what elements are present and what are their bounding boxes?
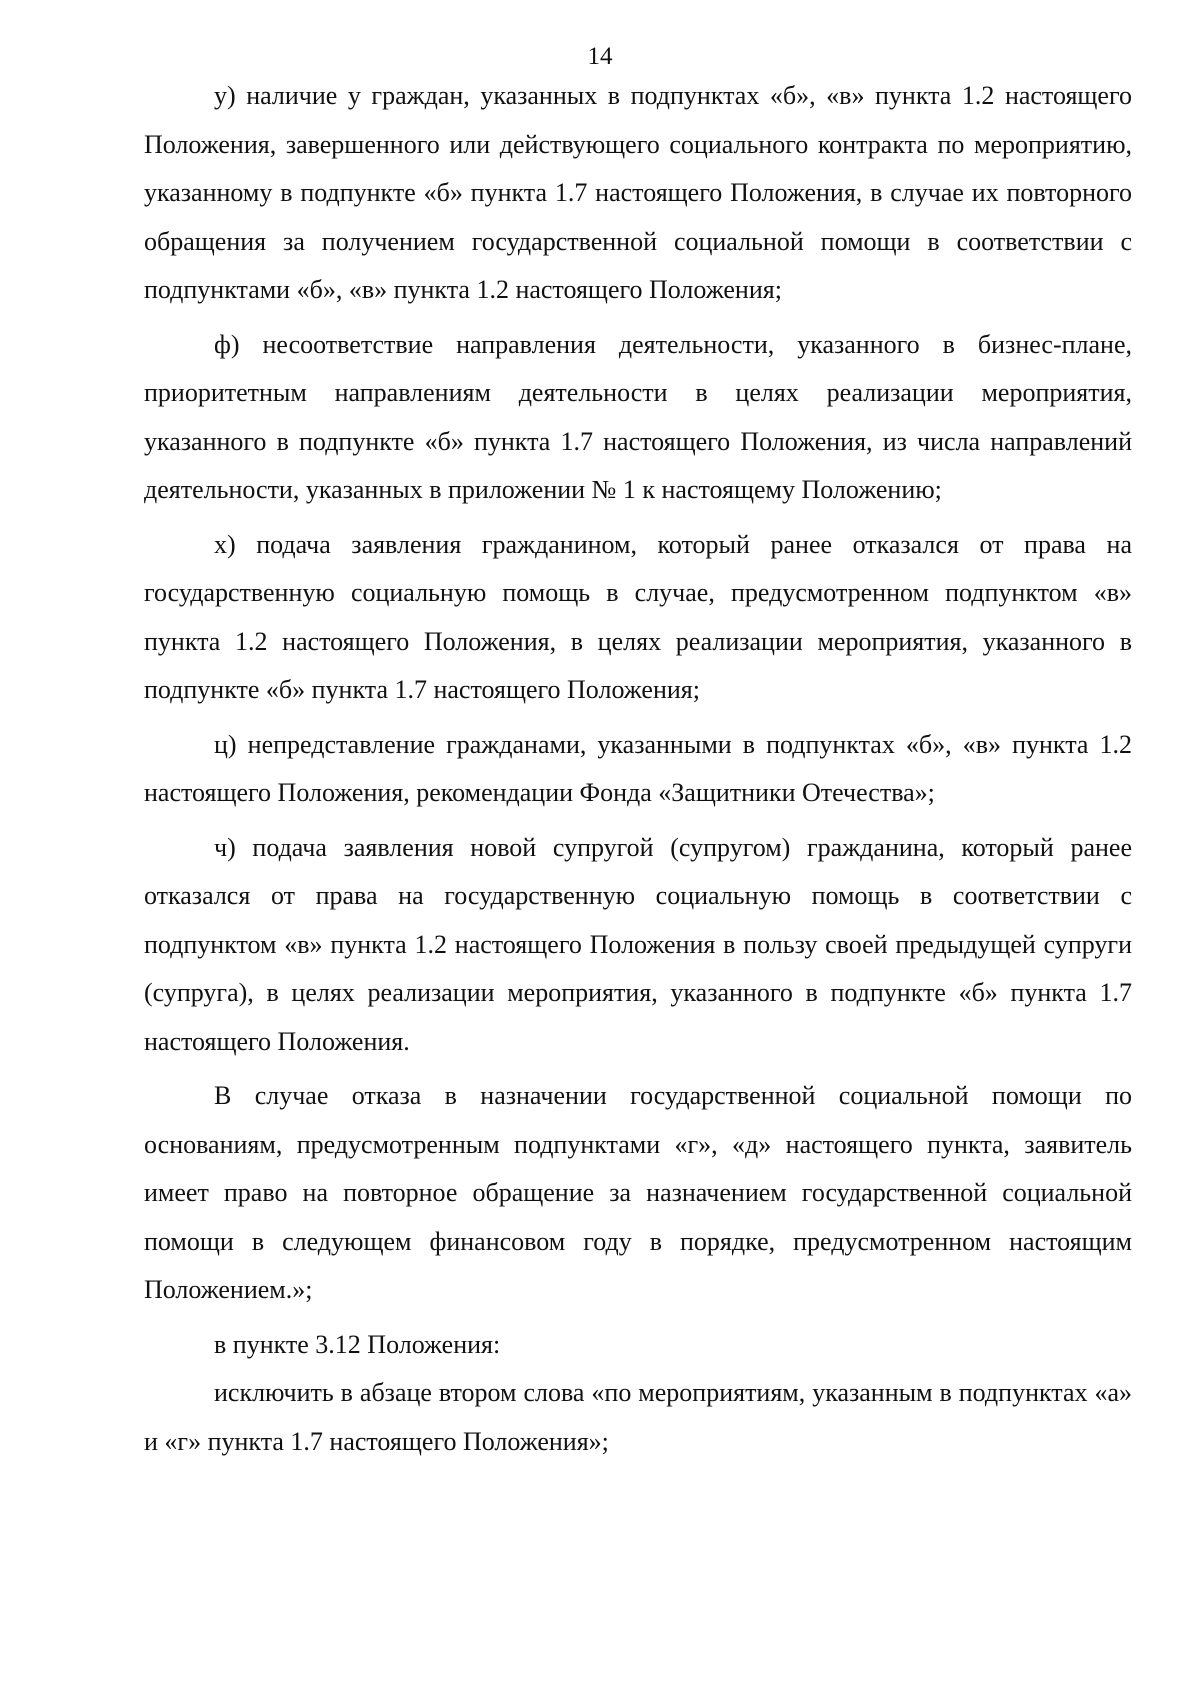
paragraph-ch: ч) подача заявления новой супругой (супругом) гражданина, который ранее отказался от права на государственную социальную помощь в соответствии с подпунктом «в» пункта 1.2 настоящего Положения в пользу своей предыдущей супруги (супруга), в целях реализации мероприятия, указанного в подпункте «б» пункта 1.7 настоящего Положения.	[144, 832, 1132, 1056]
paragraph-f: ф) несоответствие направления деятельности, указанного в бизнес-плане, приоритетным направлениям деятельности в целях реализации мероприятия, указанного в подпункте «б» пункта 1.7 настоящего Положения, из числа направлений деятельности, указанных в приложении № 1 к настоящему Положению;	[144, 329, 1132, 504]
paragraph-refusal-case: В случае отказа в назначении государственной социальной помощи по основаниям, предусмотренным подпунктами «г», «д» настоящего пункта, заявитель имеет право на повторное обращение за назначением государственной социальной помощи в следующем финансовом году в порядке, предусмотренном настоящим Положением.»;	[144, 1081, 1132, 1304]
paragraph-ts: ц) непредставление гражданами, указанными в подпунктах «б», «в» пункта 1.2 настоящего Положения, рекомендации Фонда «Защитники Отечества»;	[144, 729, 1132, 807]
paragraph-u: у) наличие у граждан, указанных в подпунктах «б», «в» пункта 1.2 настоящего Положения, завершенного или действующего социального контракта по мероприятию, указанному в подпункте «б» пункта 1.7 настоящего Положения, в случае их повторного обращения за получением государственной социальной помощи в соответствии с подпунктами «б», «в» пункта 1.2 настоящего Положения;	[144, 81, 1132, 304]
document-body	[144, 72, 1132, 1466]
paragraph-clause-3-12: в пункте 3.12 Положения:	[214, 1329, 501, 1359]
page-number: 14	[587, 43, 613, 70]
paragraph-kh: х) подача заявления гражданином, который ранее отказался от права на государственную социальную помощь в случае, предусмотренном подпунктом «в» пункта 1.2 настоящего Положения, в целях реализации мероприятия, указанного в подпункте «б» пункта 1.7 настоящего Положения;	[144, 529, 1132, 704]
paragraph-exclude-words: исключить в абзаце втором слова «по мероприятиям, указанным в подпунктах «а» и «г» пункта 1.7 настоящего Положения»;	[144, 1378, 1132, 1456]
